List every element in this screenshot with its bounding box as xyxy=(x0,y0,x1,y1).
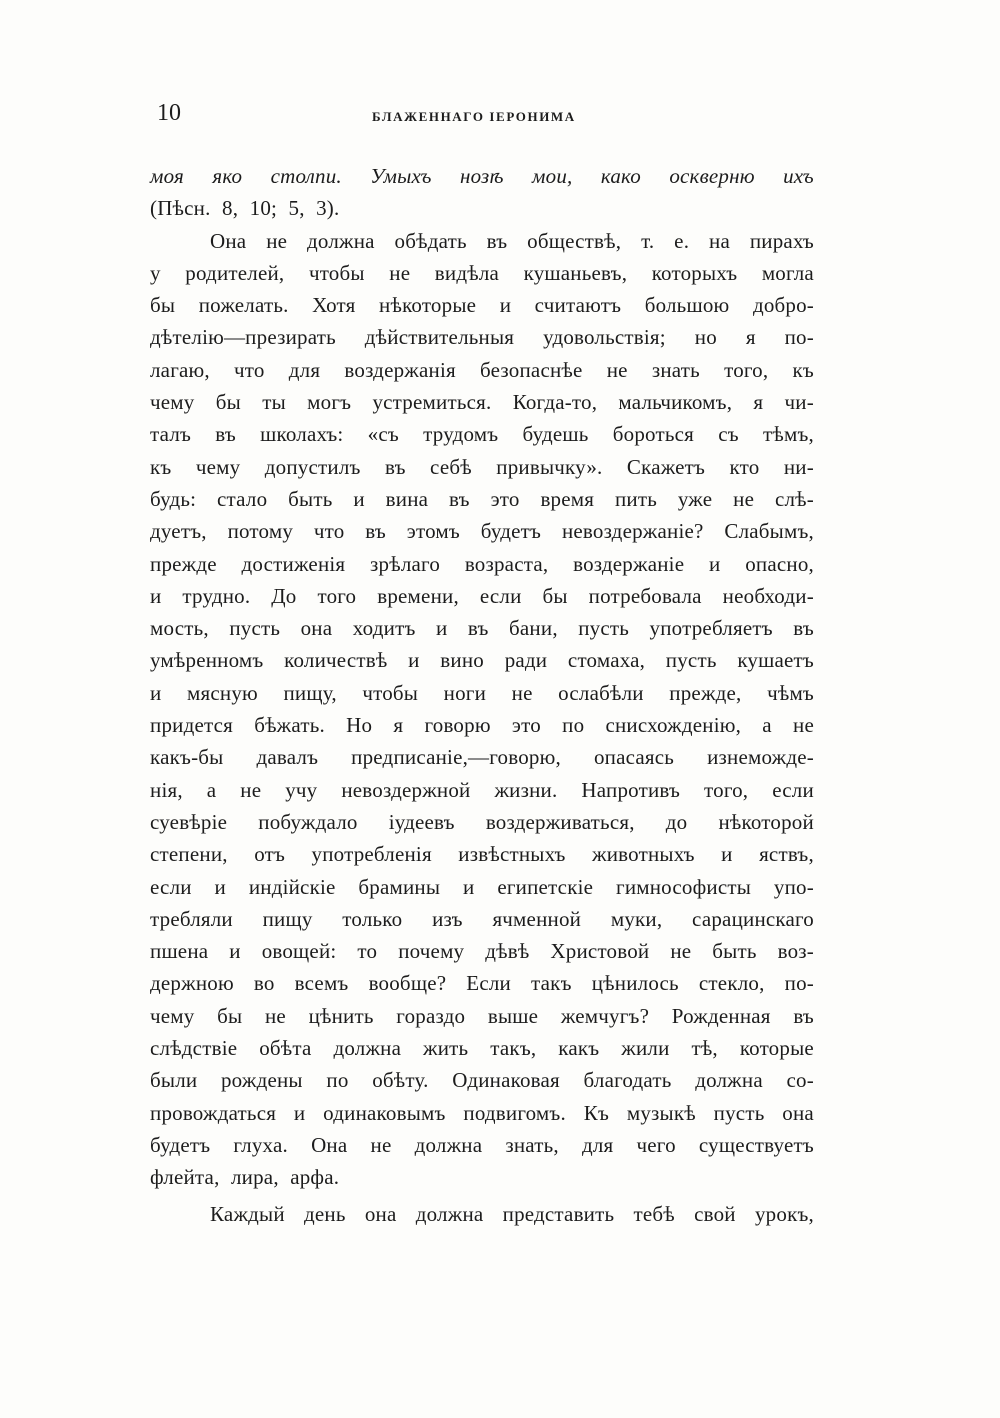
text-line: мость, пусть она ходитъ и въ бани, пусть употребляетъ въ xyxy=(150,616,814,641)
text-line: держною во всемъ вообще? Если такъ цѣнилось стекло, по- xyxy=(150,971,814,996)
text-line: (Пѣсн. 8, 10; 5, 3). xyxy=(150,196,340,221)
text-line: степени, отъ употребленія извѣстныхъ животныхъ и яствъ, xyxy=(150,842,814,867)
text-line: нія, а не учу невоздержной жизни. Напротивъ того, если xyxy=(150,777,814,802)
text-line: будь: стало быть и вина въ это время пить уже не слѣ- xyxy=(150,486,814,511)
text-line: чему бы не цѣнить гораздо выше жемчугъ? Рожденная въ xyxy=(150,1003,814,1028)
text-line: дуетъ, потому что въ этомъ будетъ невоздержаніе? Слабымъ, xyxy=(150,519,814,544)
text-line: провождаться и одинаковымъ подвигомъ. Къ музыкѣ пусть она xyxy=(150,1100,814,1125)
text-line: лагаю, что для воздержанія безопаснѣе не знать того, къ xyxy=(150,357,814,382)
text-line: и мясную пищу, чтобы ноги не ослабѣли прежде, чѣмъ xyxy=(150,680,814,705)
text-line: дѣтелію—презирать дѣйствительныя удовольствія; но я по- xyxy=(150,325,814,350)
text-line: требляли пищу только изъ ячменной муки, сарацинскаго xyxy=(150,906,814,931)
running-head: БЛАЖЕННАГО ІЕРОНИМА xyxy=(372,109,576,124)
text-line: и трудно. До того времени, если бы потребовала необходи- xyxy=(150,583,814,608)
text-line: какъ-бы давалъ предписаніе,—говорю, опасаясь изнеможде- xyxy=(150,745,814,770)
text-line: Каждый день она должна представить тебѣ свой урокъ, xyxy=(210,1201,814,1226)
text-line: талъ въ школахъ: «съ трудомъ будешь бороться съ тѣмъ, xyxy=(150,422,814,447)
text-line: придется бѣжать. Но я говорю это по снисхожденію, а не xyxy=(150,713,814,738)
text-line: пшена и овощей: то почему дѣвѣ Христовой не быть воз- xyxy=(150,939,814,964)
text-line: будетъ глуха. Она не должна знать, для чего существуетъ xyxy=(150,1132,814,1157)
page-number: 10 xyxy=(157,100,181,126)
text-line: флейта, лира, арфа. xyxy=(150,1165,340,1190)
text-line: Она не должна обѣдать въ обществѣ, т. е. на пирахъ xyxy=(210,228,814,253)
text-line: умѣренномъ количествѣ и вино ради стомаха, пусть кушаетъ xyxy=(150,648,814,673)
text-line: если и индійскіе брамины и египетскіе гимнософисты упо- xyxy=(150,874,814,899)
text-line: чему бы ты могъ устремиться. Когда-то, мальчикомъ, я чи- xyxy=(150,390,814,415)
text-line: прежде достиженія зрѣлаго возраста, воздержаніе и опасно, xyxy=(150,551,814,576)
text-line: у родителей, чтобы не видѣла кушаньевъ, которыхъ могла xyxy=(150,260,814,285)
text-line: суевѣріе побуждало іудеевъ воздерживаться, до нѣкоторой xyxy=(150,809,814,834)
text-line: бы пожелать. Хотя нѣкоторые и считаютъ большою добро- xyxy=(150,293,814,318)
text-line: къ чему допустилъ въ себѣ привычку». Скажетъ кто ни- xyxy=(150,454,814,479)
text-line: моя яко столпи. Умыхъ нозѣ мои, како оскверню ихъ xyxy=(150,164,814,188)
text-line: были рождены по обѣту. Одинаковая благодать должна со- xyxy=(150,1068,814,1093)
text-line: слѣдствіе обѣта должна жить такъ, какъ жили тѣ, которые xyxy=(150,1036,814,1061)
body-text xyxy=(150,160,814,1230)
